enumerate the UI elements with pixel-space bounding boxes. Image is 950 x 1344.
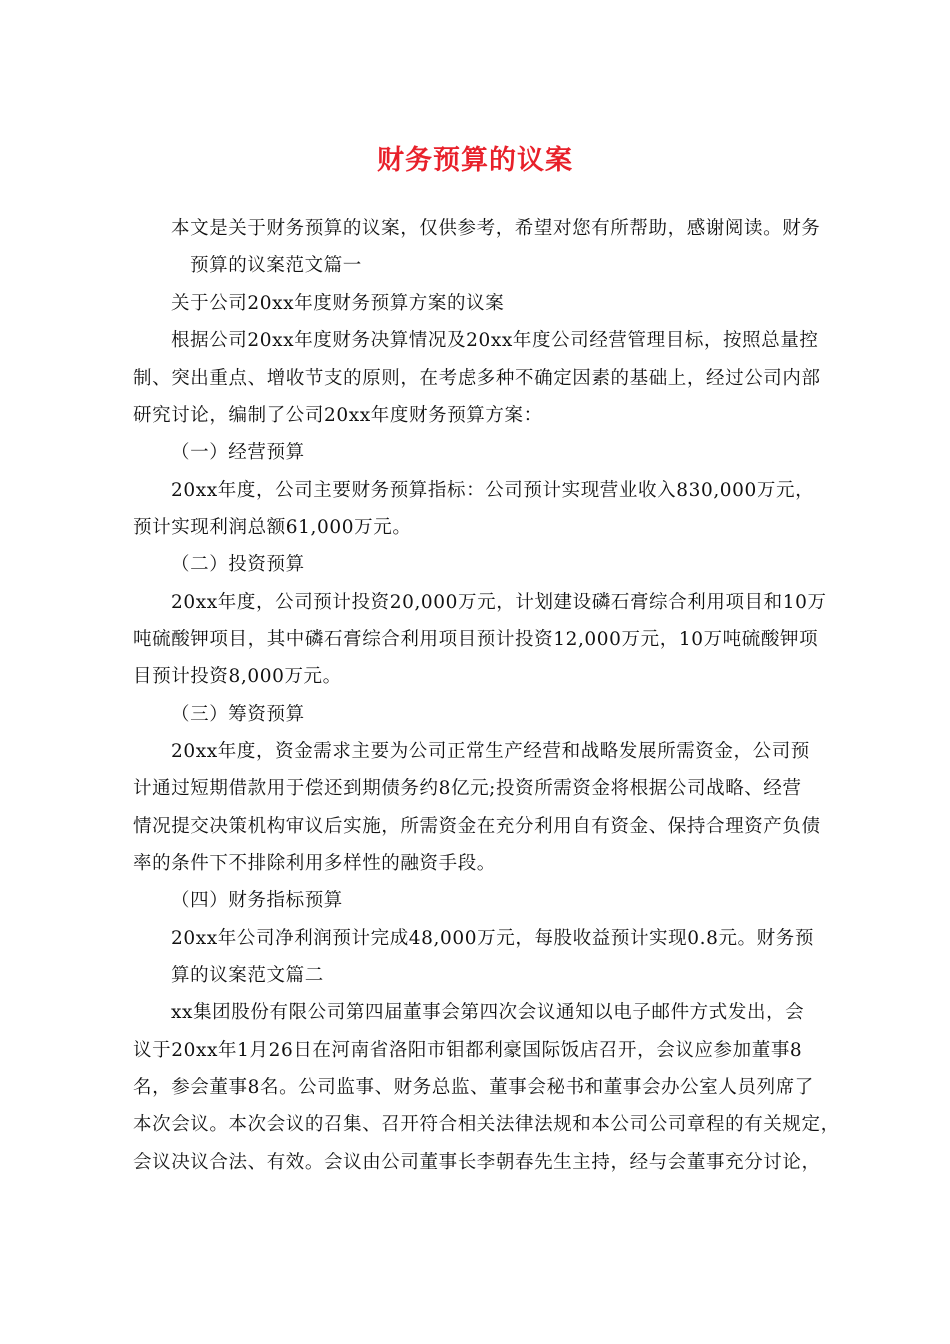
paragraph-line: 情况提交决策机构审议后实施，所需资金在充分利用自有资金、保持合理资产负债 [133, 816, 821, 837]
paragraph-line: 目预计投资8,000万元。 [133, 666, 342, 687]
section-heading: （二）投资预算 [171, 554, 305, 575]
paragraph-line: 本次会议。本次会议的召集、召开符合相关法律法规和本公司公司章程的有关规定， [133, 1114, 840, 1135]
paragraph-line: 本文是关于财务预算的议案，仅供参考，希望对您有所帮助，感谢阅读。财务 [171, 218, 821, 239]
paragraph-line: 20xx年度，资金需求主要为公司正常生产经营和战略发展所需资金，公司预 [171, 741, 810, 762]
paragraph-line: 计通过短期借款用于偿还到期债务约8亿元;投资所需资金将根据公司战略、经营 [133, 778, 802, 799]
paragraph-line: 预算的议案范文篇一 [190, 255, 362, 276]
section-heading: （四）财务指标预算 [171, 890, 343, 911]
paragraph-line: 关于公司20xx年度财务预算方案的议案 [171, 293, 505, 314]
paragraph-line: xx集团股份有限公司第四届董事会第四次会议通知以电子邮件方式发出，会 [171, 1002, 805, 1023]
paragraph-line: 预计实现利润总额61,000万元。 [133, 517, 412, 538]
paragraph-line: 会议决议合法、有效。会议由公司董事长李朝春先生主持，经与会董事充分讨论， [133, 1152, 821, 1173]
section-heading: （一）经营预算 [171, 442, 305, 463]
paragraph-line: 制、突出重点、增收节支的原则，在考虑多种不确定因素的基础上，经过公司内部 [133, 368, 821, 389]
document-title: 财务预算的议案 [377, 145, 573, 176]
section-heading: （三）筹资预算 [171, 704, 305, 725]
paragraph-line: 名，参会董事8名。公司监事、财务总监、董事会秘书和董事会办公室人员列席了 [133, 1077, 814, 1098]
paragraph-line: 根据公司20xx年度财务决算情况及20xx年度公司经营管理目标，按照总量控 [171, 330, 819, 351]
paragraph-line: 20xx年度，公司主要财务预算指标：公司预计实现营业收入830,000万元， [171, 480, 815, 501]
paragraph-line: 研究讨论，编制了公司20xx年度财务预算方案： [133, 405, 543, 426]
paragraph-line: 20xx年度，公司预计投资20,000万元，计划建设磷石膏综合利用项目和10万 [171, 592, 827, 613]
paragraph-line: 议于20xx年1月26日在河南省洛阳市钼都利豪国际饭店召开，会议应参加董事8 [133, 1040, 803, 1061]
paragraph-line: 20xx年公司净利润预计完成48,000万元，每股收益预计实现0.8元。财务预 [171, 928, 814, 949]
paragraph-line: 率的条件下不排除利用多样性的融资手段。 [133, 853, 496, 874]
paragraph-line: 算的议案范文篇二 [171, 965, 324, 986]
paragraph-line: 吨硫酸钾项目，其中磷石膏综合利用项目预计投资12,000万元，10万吨硫酸钾项 [133, 629, 819, 650]
